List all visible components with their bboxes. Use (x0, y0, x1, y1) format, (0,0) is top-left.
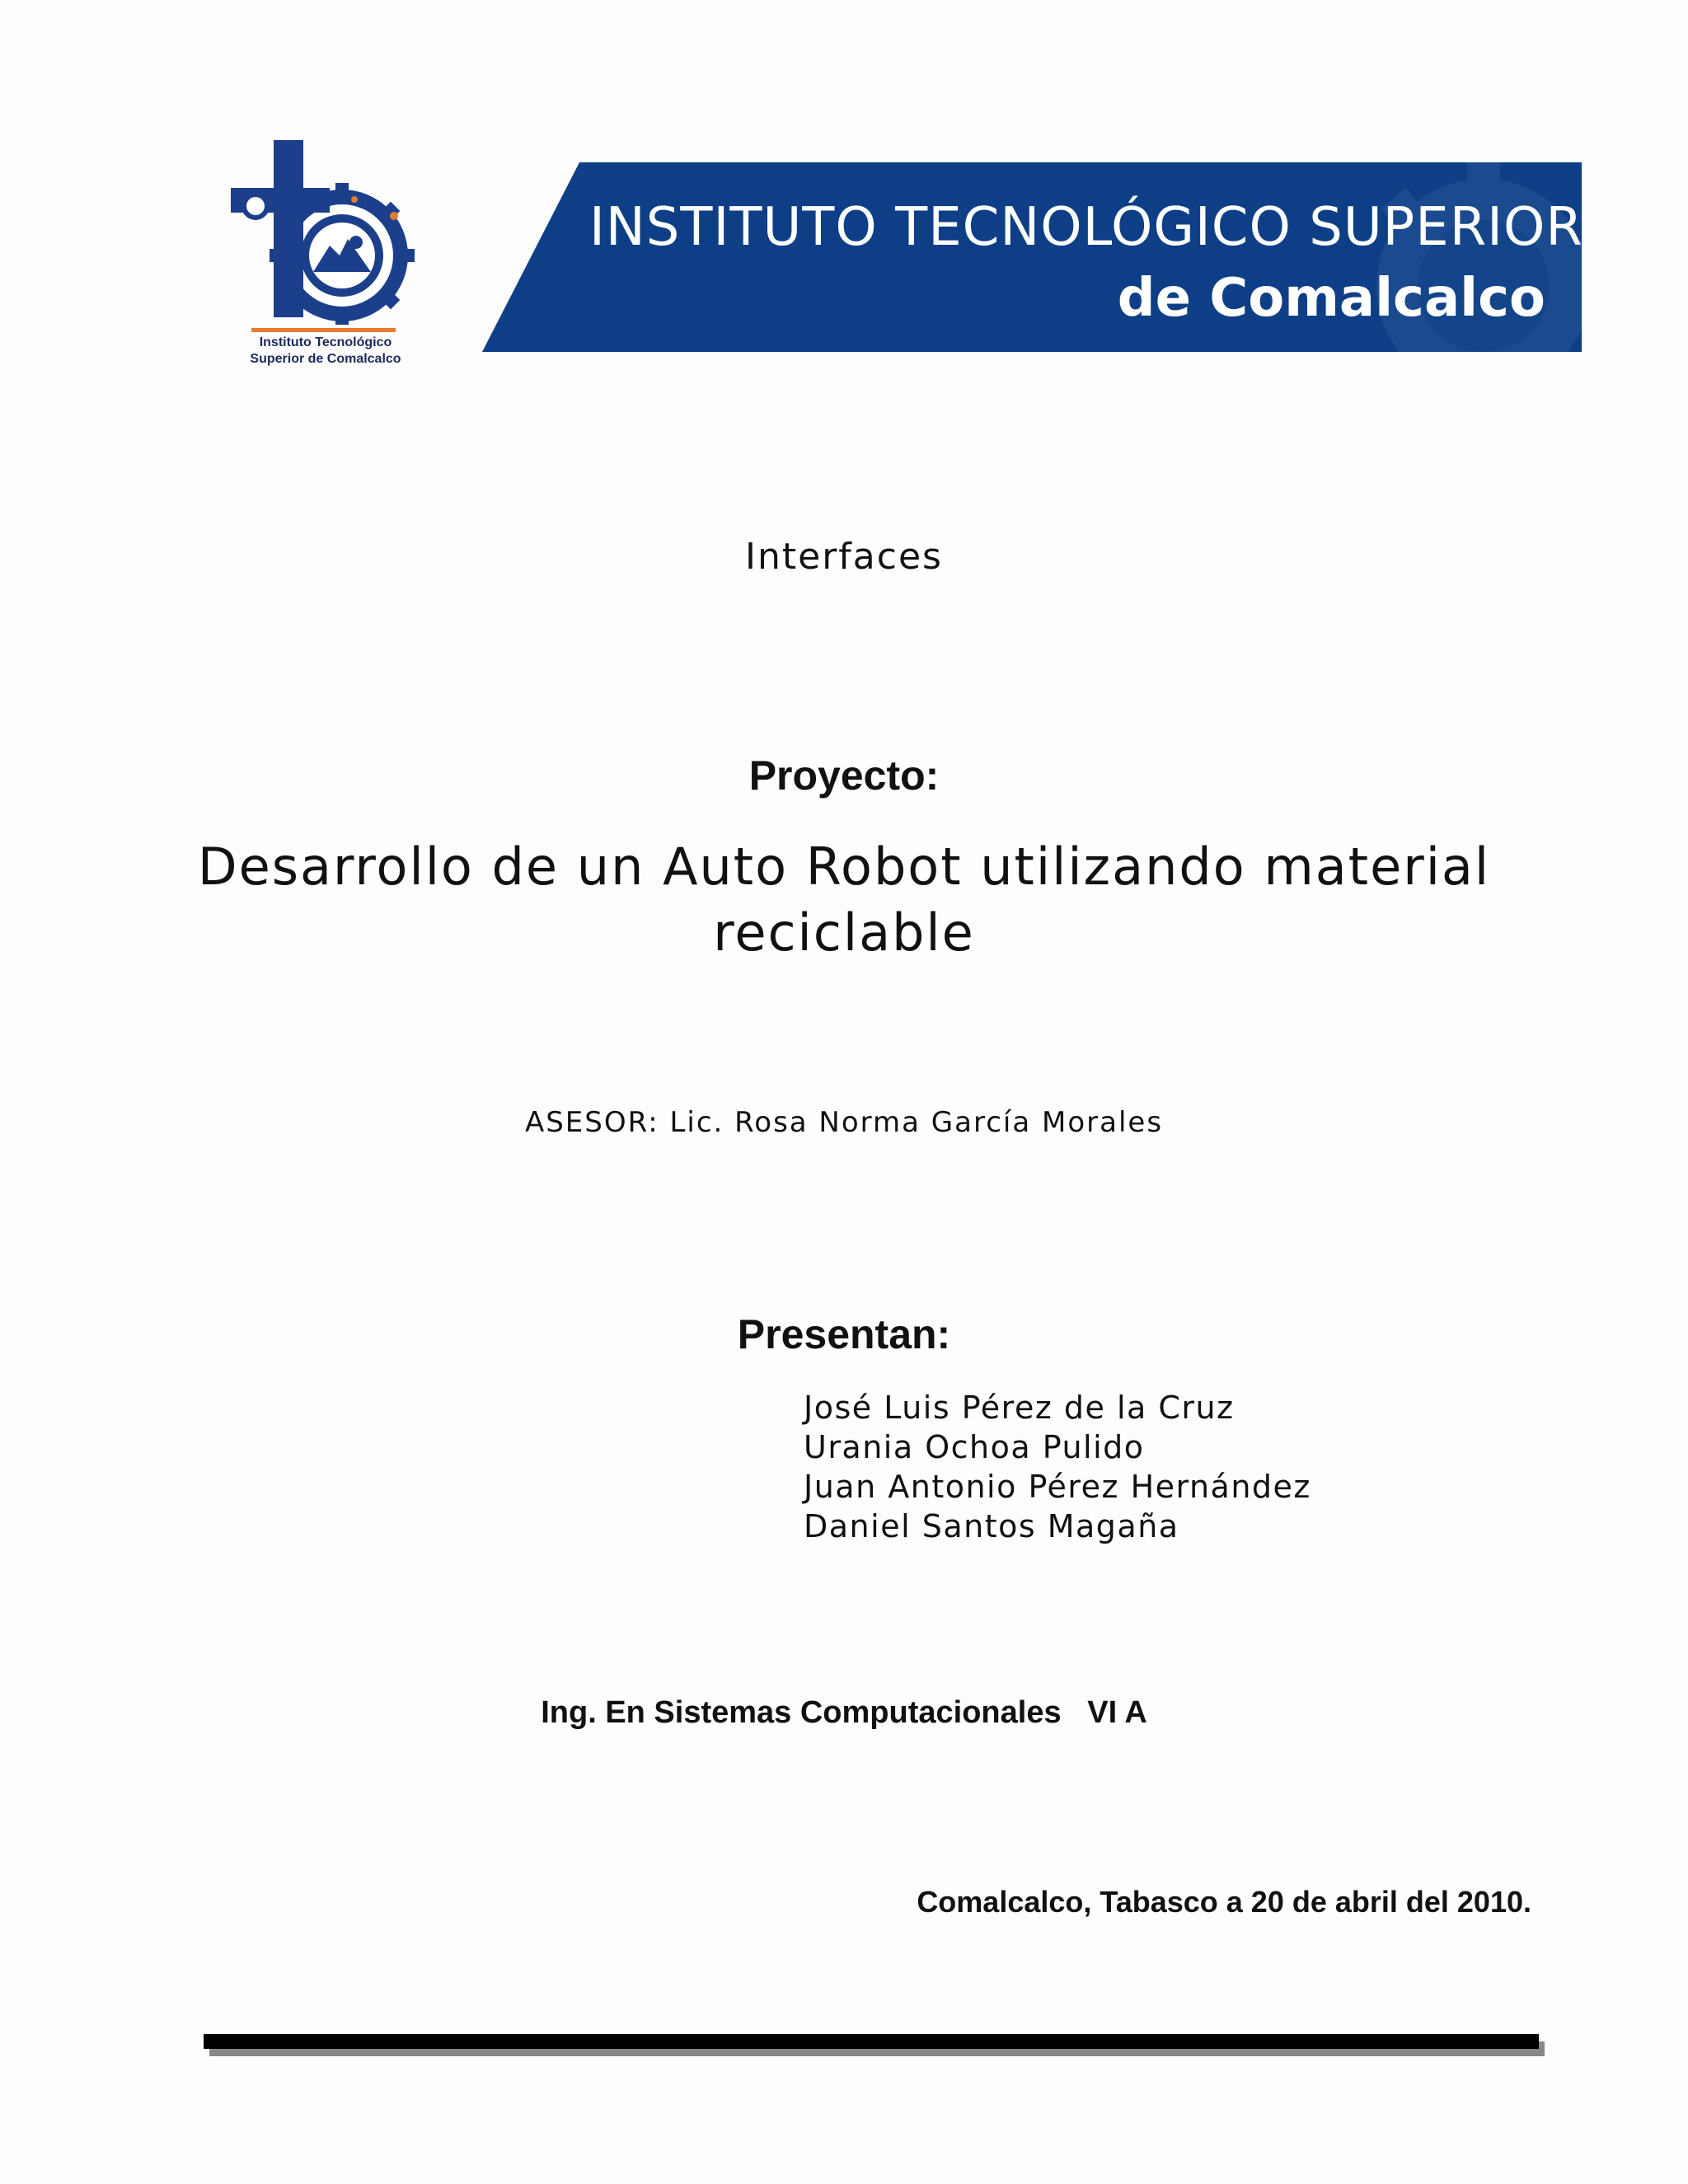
project-title-line1: Desarrollo de un Auto Robot utilizando material (197, 837, 1491, 897)
career-group: Ing. En Sistemas Computacionales VI A (541, 1695, 1147, 1730)
project-title (0, 834, 1688, 966)
presenter-name: Juan Antonio Pérez Hernández (804, 1469, 1311, 1505)
place-and-date: Comalcalco, Tabasco a 20 de abril del 2010. (917, 1885, 1531, 1919)
institute-banner (482, 162, 1582, 352)
banner-location: de Comalcalco (1117, 268, 1545, 329)
presenter-name: Daniel Santos Magaña (804, 1508, 1179, 1544)
presenters-label: Presentan: (737, 1311, 951, 1357)
logo-caption-line2: Superior de Comalcalco (250, 352, 401, 366)
institute-logo (223, 140, 429, 379)
advisor-line: ASESOR: Lic. Rosa Norma García Morales (524, 1106, 1164, 1139)
banner-institute-name: INSTITUTO TECNOLÓGICO SUPERIOR (589, 197, 1583, 258)
presenter-name: José Luis Pérez de la Cruz (804, 1390, 1235, 1426)
logo-caption-line1: Instituto Tecnológico (259, 335, 392, 349)
project-label: Proyecto: (748, 752, 940, 799)
logo-accent-bar (251, 328, 396, 332)
gear-emblem-icon (223, 140, 429, 330)
logo-caption (223, 335, 429, 368)
project-title-line2: reciclable (713, 902, 975, 963)
footer-rule (204, 2034, 1539, 2049)
presenters-list (804, 1388, 1311, 1546)
presenter-name: Urania Ochoa Pulido (804, 1429, 1145, 1465)
subject-title: Interfaces (745, 536, 943, 578)
